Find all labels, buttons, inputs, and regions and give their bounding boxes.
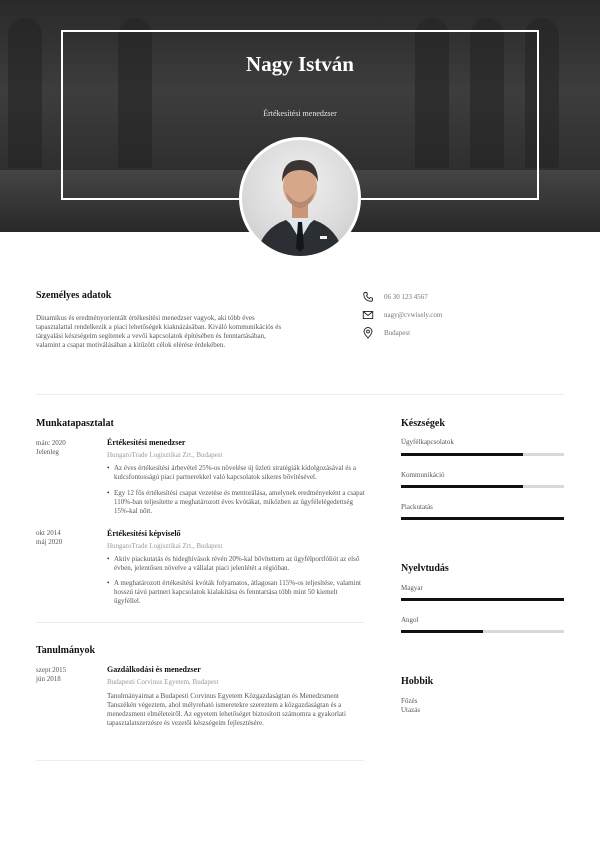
envelope-icon xyxy=(362,309,374,321)
language-label: Magyar xyxy=(401,584,423,592)
skill-label: Ügyfélkapcsolatok xyxy=(401,438,454,446)
education-end-date: jún 2018 xyxy=(36,675,61,683)
section-heading-experience: Munkatapasztalat xyxy=(36,418,114,429)
job-company: HungaroTrade Logisztikai Zrt., Budapest xyxy=(107,542,223,550)
education-start-date: szept 2015 xyxy=(36,666,67,674)
skill-label: Kommunikáció xyxy=(401,471,445,479)
person-job-title: Értékesítési menedzser xyxy=(263,109,337,118)
job-title: Értékesítési menedzser xyxy=(107,438,186,447)
job-bullet: • A meghatározott értékesítési kvóták folyamatos, átlagosan 115%-os teljesítése, valamint hosszú távú partneri kapcsolatok kialakítása és fenntartása több mint 50 kiemelt ügyféllel. xyxy=(107,579,365,606)
skill-level-bar xyxy=(401,453,564,456)
map-pin-icon xyxy=(362,327,374,339)
contact-location xyxy=(362,327,411,339)
profile-photo xyxy=(239,137,361,259)
contact-phone xyxy=(362,291,428,303)
job-bullet: • Egy 12 fős értékesítési csapat vezetése és mentorálása, amelynek eredményeként a csapat 110%-ban teljesítette a meghatározott éves kvótákat, miközben az ügyfélelégedettség 15%-kal nőtt. xyxy=(107,489,365,516)
language-label: Angol xyxy=(401,616,419,624)
location: Budapest xyxy=(384,329,411,337)
job-title: Értékesítési képviselő xyxy=(107,529,181,538)
job-start-date: márc 2020 xyxy=(36,439,66,447)
section-heading-education: Tanulmányok xyxy=(36,645,96,656)
contact-email xyxy=(362,309,443,321)
phone-icon xyxy=(362,291,374,303)
job-bullet: • Az éves értékesítési árbevétel 25%-os növelése új üzleti stratégiák kidolgozásával és a kulcsfontosságú piaci partnerekkel való kapcsolatok sikeres bővítésével. xyxy=(107,464,365,482)
divider xyxy=(36,394,564,395)
divider xyxy=(36,622,364,623)
skill-level-bar xyxy=(401,517,564,520)
skill-label: Piackutatás xyxy=(401,503,433,511)
job-end-date: Jelenleg xyxy=(36,448,59,456)
language-level-bar xyxy=(401,630,564,633)
person-portrait-icon xyxy=(242,140,358,256)
divider xyxy=(36,760,364,761)
job-company: HungaroTrade Logisztikai Zrt., Budapest xyxy=(107,451,223,459)
hobby-item: Főzés xyxy=(401,697,418,705)
skill-level-bar xyxy=(401,485,564,488)
language-level-bar xyxy=(401,598,564,601)
education-description: Tanulmányaimat a Budapesti Corvinus Egyetem Közgazdaságtan és Menedzsment Tanszékén végeztem, ahol mélyreható ismeretekre szereztem a közgazdaságtan és a menedzsment elméleteiről. Az egyetem lehetőséget biztosított számomra a gyakorlati tapasztalatszerzésre és vezetői készségeim fejlesztésére. xyxy=(107,692,346,727)
section-heading-languages: Nyelvtudás xyxy=(401,563,449,574)
section-heading-hobbies: Hobbik xyxy=(401,676,434,687)
education-school: Budapesti Corvinus Egyetem, Budapest xyxy=(107,678,219,686)
section-heading-personal: Személyes adatok xyxy=(36,290,112,301)
email-address: nagy@cvwisely.com xyxy=(384,311,443,319)
hobby-item: Utazás xyxy=(401,706,421,714)
section-heading-skills: Készségek xyxy=(401,418,445,429)
job-bullet: • Aktív piackutatás és hideghívások révén 20%-kal bővítettem az ügyfélportfóliót az első évben, jelentősen növelve a vállalat piaci jelenlétét a régióban. xyxy=(107,555,365,573)
education-degree: Gazdálkodási és menedzser xyxy=(107,665,201,674)
job-end-date: máj 2020 xyxy=(36,538,63,546)
personal-summary: Dinamikus és eredményorientált értékesítési menedzser vagyok, aki több éves tapasztalattal rendelkezik a piaci lehetőségek kiaknázásában. Kiváló kommunikációs és tárgyalási készségeim segítenek a vevői kapcsolatok építésében és fenntartásában, valamint a csapat motiválásában a kitűzött célok elérése érdekében. xyxy=(36,314,282,349)
background-arch xyxy=(8,18,42,168)
person-name: Nagy István xyxy=(246,52,354,76)
phone-number: 06 30 123 4567 xyxy=(384,293,428,301)
job-start-date: okt 2014 xyxy=(36,529,61,537)
